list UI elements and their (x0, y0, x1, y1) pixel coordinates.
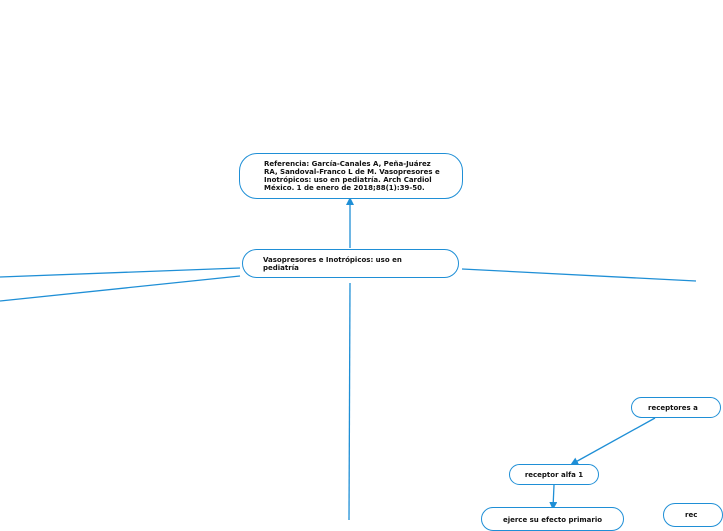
connector-central-to-bottom (349, 283, 350, 520)
connector-central-to-left-lower (0, 276, 240, 301)
connector-central-to-left-upper (0, 268, 240, 277)
connector-central-to-right (462, 269, 696, 281)
efecto-primario-node[interactable] (481, 507, 624, 531)
connector-alfa1-to-efecto (553, 485, 554, 508)
connector-receptores-to-alfa1 (572, 418, 655, 464)
rec-partial-text: rec (685, 511, 698, 519)
central-topic-text: Vasopresores e Inotrópicos: uso en pediatría (263, 255, 402, 272)
central-topic-node[interactable] (242, 249, 459, 278)
reference-node[interactable] (239, 153, 463, 199)
efecto-primario-text: ejerce su efecto primario (502, 516, 603, 524)
receptores-node[interactable] (631, 397, 721, 418)
reference-text: Referencia: García-Canales A, Peña-Juárez RA, Sandoval-Franco L de M. Vasopresores e Inotrópicos: uso en pediatría. Arch Cardiol México. 1 de enero de 2018;88(1):39-50. (264, 160, 440, 192)
receptor-alfa-1-node[interactable] (509, 464, 599, 485)
receptores-text: receptores a (648, 403, 698, 412)
rec-partial-node[interactable] (663, 503, 723, 527)
receptor-alfa-1-text: receptor alfa 1 (524, 470, 584, 479)
